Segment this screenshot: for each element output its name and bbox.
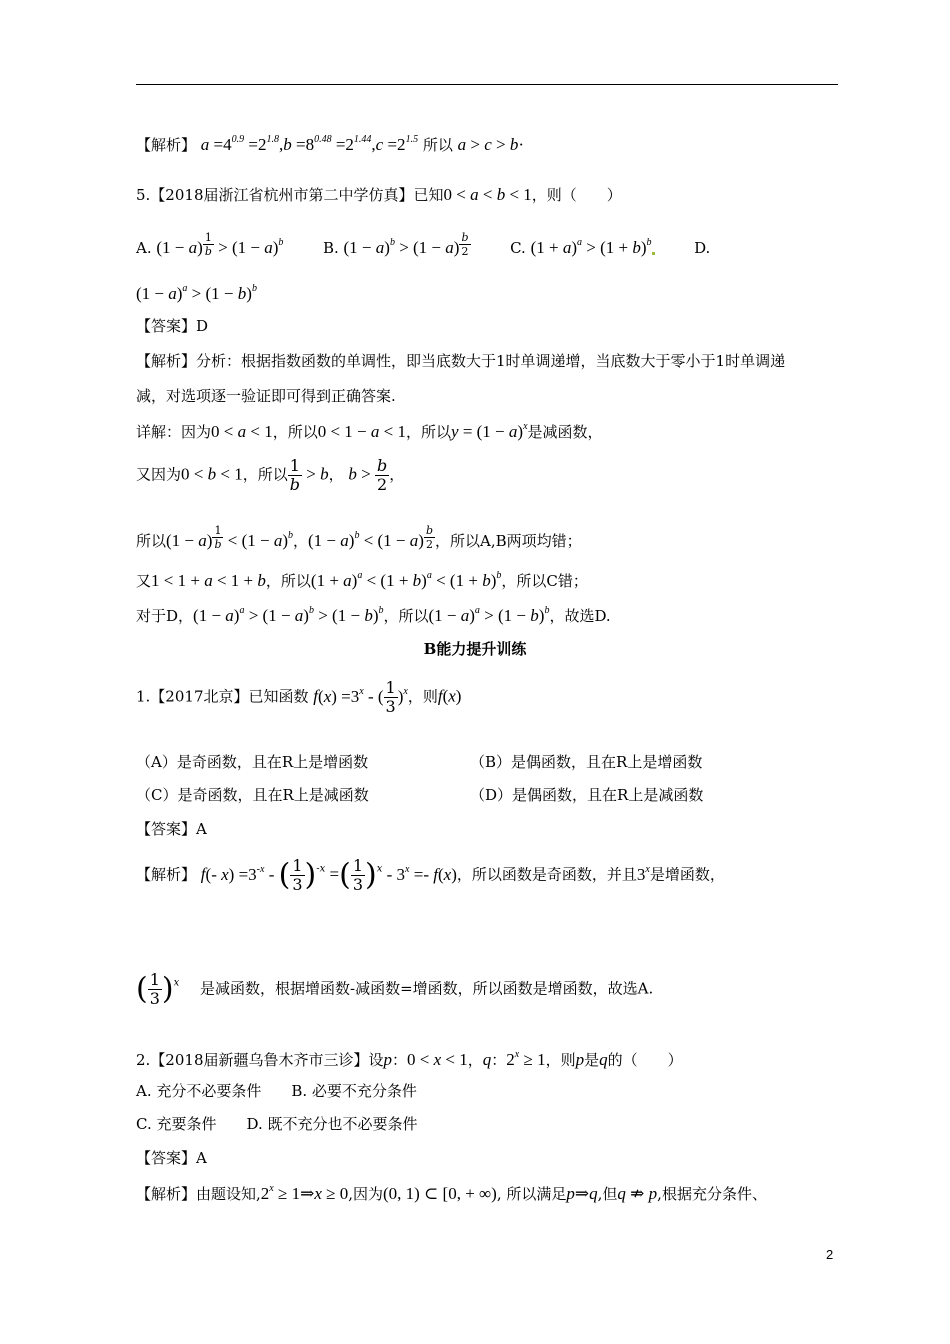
question-2-stem: 2.【2018届新疆乌鲁木齐市三诊】设p：0 < x < 1，q：$2^x \ge 1$，则p是q的（ ） [136,1049,683,1069]
analysis-5-line-5: 所以(1 − a) $\frac{1}{b}$ < $(1 - a)^b$，$(1 - a)^b < (1 - a)$ $\frac{b}{2}$ ，所以A,B两项均错； [136,524,582,551]
analysis-5-line-4: 又因为0 < b < 1，所以 $\frac{1}{b}$ > b， b > $\frac{b}{2}$ ， [136,456,405,494]
analysis-5-line-7: 对于D，$(1 - a)^a > (1 - a)^b > (1 - b)^b$，所以$(1 - a)^a > (1 - b)^b$，故选D. [136,605,611,625]
question-5-option-d: $(1 - a)^a > (1 - b)^b$ [136,283,257,303]
question-1-option-b: （B）是偶函数，且在R上是增函数 [470,753,703,771]
question-1-option-a: （A）是奇函数，且在R上是增函数 [136,753,369,771]
analysis-5-line-1: 【解析】分析：根据指数函数的单调性，即当底数大于1时单调递增，当底数大于零小于1时单调递 [136,352,786,370]
analysis-5-line-2: 减，对选项逐一验证即可得到正确答案. [136,387,396,405]
question-2-options-cd: C. 充要条件 D. 既不充分也不必要条件 [136,1115,418,1133]
question-2-options-ab: A. 充分不必要条件 B. 必要不充分条件 [136,1082,417,1100]
answer-1: 【答案】A [136,820,207,838]
answer-5: 【答案】D [136,317,209,335]
question-1-stem: 1.【2017北京】已知函数 $f(x) =3^x$ - ( $\frac{1}{3}$ )$^x$，则f(x) [136,678,462,716]
question-5-options: A. (1 − a) $\frac{1}{b}$ > $(1 - a)^b$ B. $(1 - a)^b > (1 - a)$ $\frac{b}{2}$ C. $(1 + a)^a > (1 + b)^b$ D. [136,231,711,258]
question-5-stem: 5.【2018届浙江省杭州市第二中学仿真】已知0 < a < b < 1，则（ ） [136,185,622,204]
analysis-line-prev: 【解析】 $a =4^{0.9} =2^{1.8},b =8^{0.48} =2^{1.44},c =2^{1.5}$ 所以 a > c > b· [136,134,525,154]
header-rule [136,84,838,85]
page-number: 2 [826,1247,834,1262]
answer-2: 【答案】A [136,1149,207,1167]
analysis-5-line-6: 又1 < 1 + a < 1 + b，所以$(1 + a)^a < (1 + b)^a < (1 + b)^b$，所以C错； [136,570,588,590]
marker-dot [652,252,655,255]
question-1-option-c: （C）是奇函数，且在R上是减函数 [136,786,369,804]
analysis-2-line-1: 【解析】由题设知$,2^x$ ≥ 1⇒x ≥ 0,因为(0, 1) ⊂ [0, + ∞), 所以满足p⇒q,但q ⇏ p,根据充分条件、 [136,1183,767,1203]
analysis-5-line-3: 详解：因为0 < a < 1，所以0 < 1 − a < 1，所以$y = (1 - a)^x$是减函数， [136,421,603,441]
analysis-1-line-1: 【解析】 f(- $x) =3^{-x}$ - ( $\frac{1}{3}$ )$^{-x}$ =( $\frac{1}{3}$ )$^x - 3^x =- f(x)$，所以函数是奇函数，并且3$^x$是增函数， [136,856,725,894]
question-1-option-d: （D）是偶函数，且在R上是减函数 [470,786,704,804]
section-title: B能力提升训练 [423,640,527,658]
analysis-1-line-2: ( $\frac{1}{3}$ )$^x$ 是减函数，根据增函数-减函数=增函数，所以函数是增函数，故选A. [136,970,654,1008]
